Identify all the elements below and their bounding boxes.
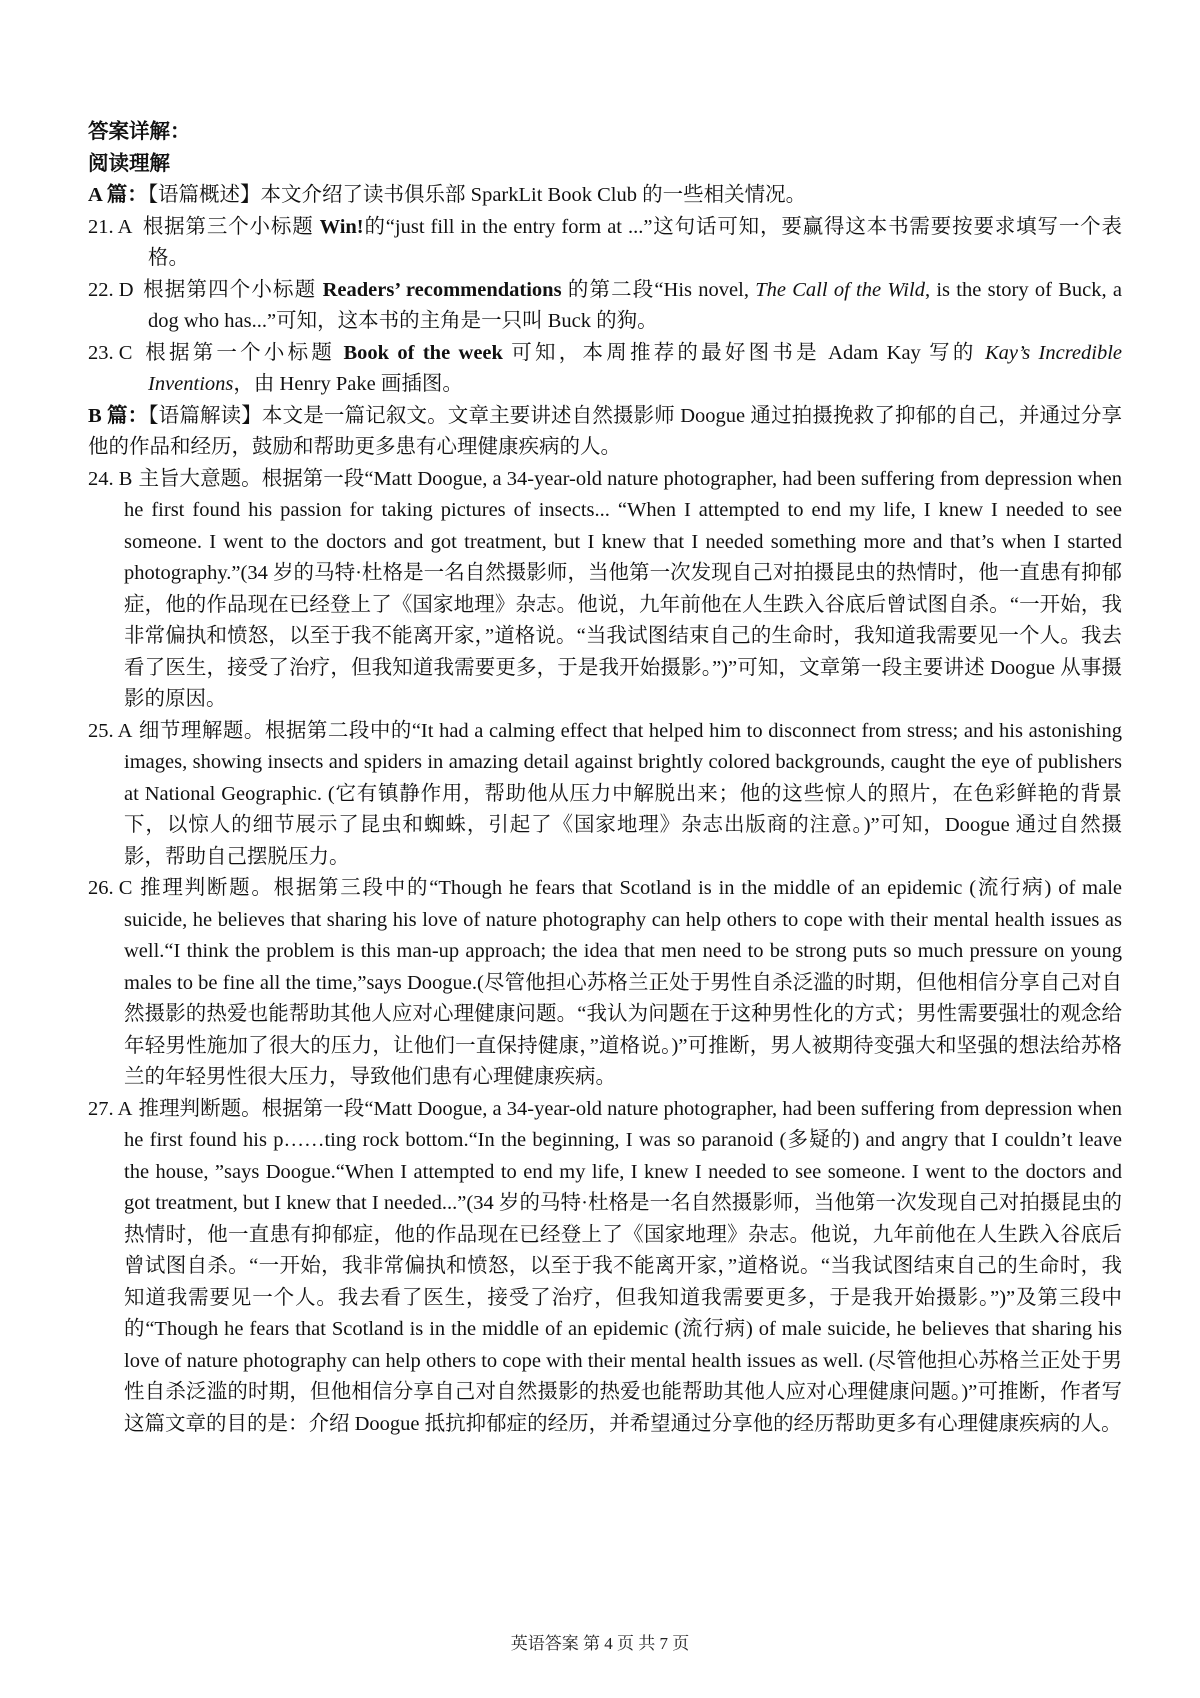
answer-text: 主旨大意题。根据第一段“Matt Doogue, a 34-year-old nature photographer, had been suffering from depression when he first found his passion for taking pictures of insects... “When I attempted to end my life, I knew I needed to see someone. I went to the doctors and got treatment, but I knew that I needed something more and that’s when I started photography.”(34 岁的马特·杜格是一名自然摄影师，当他第一次发现自己对拍摄昆虫的热情时，他一直患有抑郁症，他的作品现在已经登上了《国家地理》杂志。他说，九年前他在人生跌入谷底后曾试图自杀。“一开始，我非常偏执和愤怒，以至于我不能离开家，”道格说。“当我试图结束自己的生命时，我知道我需要见一个人。我去看了医生，接受了治疗，但我知道我需要更多，于是我开始摄影。”)”可知，文章第一段主要讲述 Doogue 从事摄影的原因。	[124, 467, 1122, 710]
answer-number: 23. C	[88, 341, 133, 364]
subheading-ref: Readers’ recommendations	[322, 278, 562, 301]
answer-item-27	[88, 1094, 1122, 1441]
answer-number: 22. D	[88, 278, 134, 301]
answer-text: 细节理解题。根据第二段中的“It had a calming effect that helped him to disconnect from stress; and his astonishing images, showing insects and spiders in amazing detail against brightly colored backgrounds, caught the eye of publishers at National Geographic. (它有镇静作用，帮助他从压力中解脱出来；他的这些惊人的照片，在色彩鲜艳的背景下，以惊人的细节展示了昆虫和蜘蛛，引起了《国家地理》杂志出版商的注意。)”可知，Doogue 通过自然摄影，帮助自己摆脱压力。	[124, 719, 1122, 868]
answer-text: 可知，本周推荐的最好图书是 Adam Kay 写的	[502, 341, 985, 364]
subheading-ref: Win!	[319, 215, 364, 238]
answer-text: , is the story of Buck, a dog who has...”可知，这本书的主角是一只叫 Buck 的狗。	[148, 278, 1123, 332]
answer-item-25	[88, 716, 1122, 874]
page-footer: 英语答案 第 4 页 共 7 页	[510, 1634, 690, 1653]
answer-text: 推理判断题。根据第三段中的“Though he fears that Scotland is in the middle of an epidemic (流行病) of male suicide, he believes that sharing his love of nature photography can help others to cope with their mental health issues as well.“I think the problem is this man-up approach; the idea that men need to be strong puts so much pressure on young males to be fine all the time,”says Doogue.(尽管他担心苏格兰正处于男性自杀泛滥的时期，但他相信分享自己对自然摄影的热爱也能帮助其他人应对心理健康问题。“我认为问题在于这种男性化的方式；男性需要强壮的观念给年轻男性施加了很大的压力，让他们一直保持健康，”道格说。)”可推断，男人被期待变强大和坚强的想法给苏格兰的年轻男性很大压力，导致他们患有心理健康疾病。	[124, 877, 1122, 1088]
answer-item-26	[88, 873, 1122, 1094]
answer-text: 推理判断题。根据第一段“Matt Doogue, a 34-year-old nature photographer, had been suffering from depression when he first found his p……ting rock bottom.“In the beginning, I was so paranoid (多疑的) and angry that I couldn’t leave the house, ”says Doogue.“When I attempted to end my life, I knew I needed to see someone. I went to the doctors and got treatment, but I knew that I needed...”(34 岁的马特·杜格是一名自然摄影师，当他第一次发现自己对拍摄昆虫的热情时，他一直患有抑郁症，他的作品现在已经登上了《国家地理》杂志。他说，九年前他在人生跌入谷底后曾试图自杀。“一开始，我非常偏执和愤怒，以至于我不能离开家，”道格说。“当我试图结束自己的生命时，我知道我需要见一个人。我去看了医生，接受了治疗，但我知道我需要更多，于是我开始摄影。”)”及第三段中的“Though he fears that Scotland is in the middle of an epidemic (流行病) of male suicide, he believes that sharing his love of nature photography can help others to cope with their mental health issues as well. (尽管他担心苏格兰正处于男性自杀泛滥的时期，但他相信分享自己对自然摄影的热爱也能帮助其他人应对心理健康问题。)”可推断，作者写这篇文章的目的是：介绍 Doogue 抵抗抑郁症的经历，并希望通过分享他的经历帮助更多有心理健康疾病的人。	[124, 1097, 1122, 1435]
answer-item-24	[88, 464, 1122, 716]
answer-item-23	[88, 338, 1122, 401]
answer-item-22	[88, 275, 1122, 338]
passage-b-label: B 篇：	[88, 404, 149, 427]
subheading-ref: Book of the week	[343, 341, 503, 364]
answer-text: 的“just fill in the entry form at ...”这句话可知，要赢得这本书需要按要求填写一个表格。	[148, 215, 1123, 269]
answer-content	[88, 117, 1122, 1440]
answer-number: 26. C	[88, 877, 133, 899]
book-title: The Call of the Wild	[755, 278, 925, 301]
answer-text: 根据第四个小标题	[142, 278, 323, 301]
answer-item-21	[88, 212, 1122, 275]
answer-text: 的第二段“His novel,	[561, 278, 756, 301]
passage-b-summary	[88, 401, 1122, 464]
answer-number: 27. A	[88, 1097, 133, 1120]
section-title: 阅读理解	[88, 152, 170, 175]
passage-a-summary	[88, 180, 1122, 212]
answer-number: 24. B	[88, 467, 133, 490]
page-heading: 答案详解：	[88, 121, 191, 143]
answer-number: 21. A	[88, 215, 133, 238]
passage-a-label: A 篇：	[88, 184, 148, 206]
book-title: Kay’s Incredible Inventions	[148, 341, 1123, 395]
passage-b-text: 【语篇解读】本文是一篇记叙文。文章主要讲述自然摄影师 Doogue 通过拍摄挽救了抑郁的自己，并通过分享他的作品和经历，鼓励和帮助更多患有心理健康疾病的人。	[88, 404, 1122, 458]
answer-number: 25. A	[88, 719, 133, 742]
answer-text: 根据第一个小标题	[142, 341, 344, 364]
passage-a-text: 【语篇概述】本文介绍了读书俱乐部 SparkLit Book Club 的一些相关情况。	[147, 184, 807, 206]
answer-text: ，由 Henry Pake 画插图。	[233, 373, 463, 395]
answer-text: 根据第三个小标题	[142, 215, 320, 238]
